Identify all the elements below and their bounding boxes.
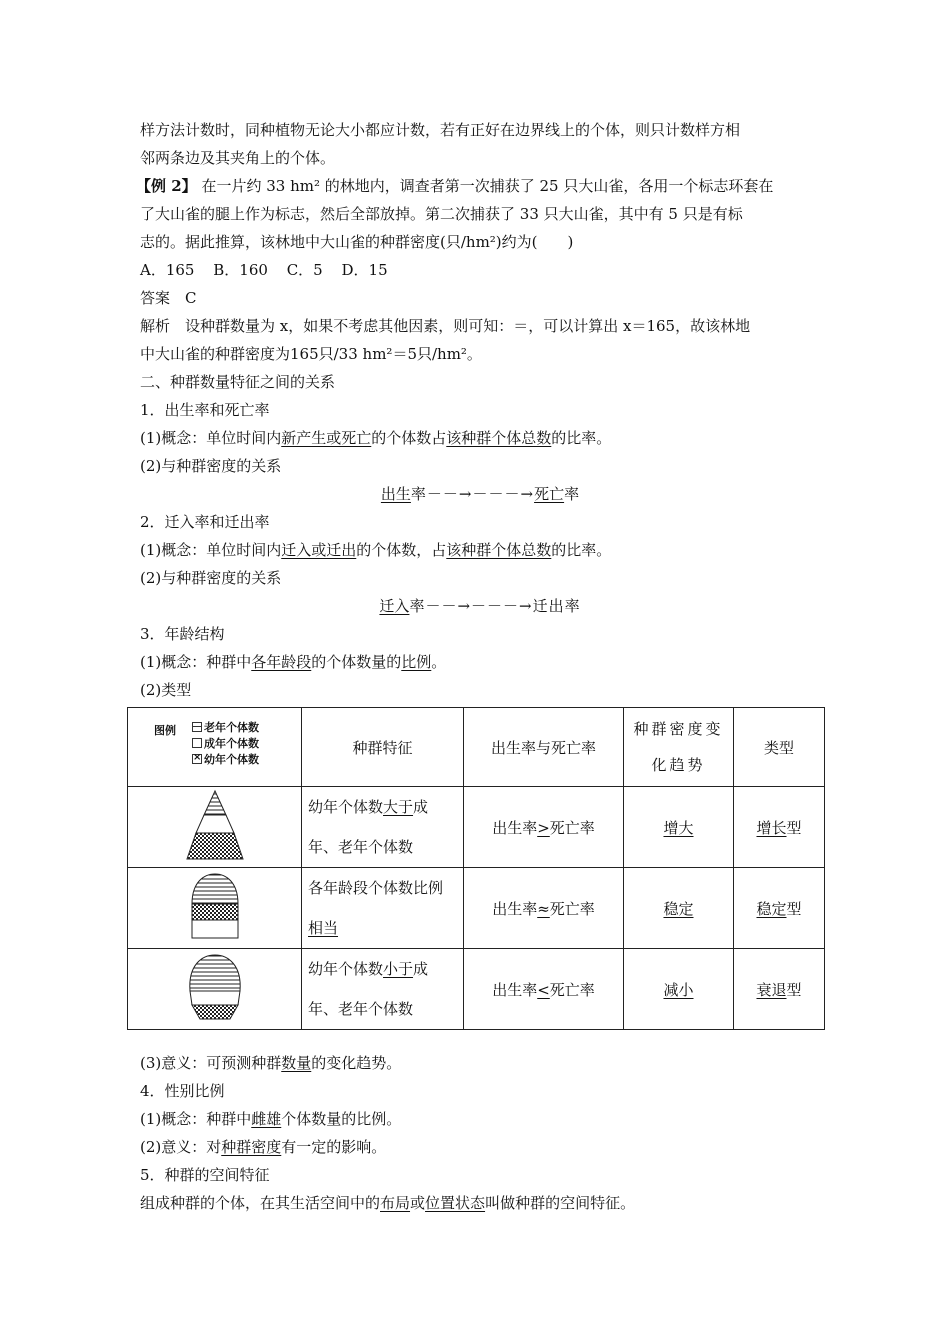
example-line-3: 志的。据此推算，该林地中大山雀的种群密度(只/hm²)约为( ): [140, 233, 574, 251]
s5-text: [140, 1189, 820, 1217]
legend-label: 图例: [154, 724, 176, 737]
empty-box-icon: [192, 738, 202, 748]
document-body: [136, 116, 820, 704]
hatched-box-icon: [192, 722, 202, 732]
declining-pyramid-icon: [180, 951, 250, 1023]
blank-answer: 迁入: [379, 597, 410, 615]
s4-concept: [140, 1105, 820, 1133]
s4-meaning: [140, 1133, 820, 1161]
table-header-row: [128, 708, 825, 787]
pyramid-cell: [128, 949, 302, 1030]
document-body-lower: [140, 1049, 820, 1217]
s2-relation: (2)与种群密度的关系: [140, 569, 282, 587]
blank-answer: 比例: [401, 653, 432, 671]
option-a: A．165: [140, 261, 195, 279]
text: 组成种群的个体，在其生活空间中的: [140, 1194, 381, 1212]
blank-answer: <: [537, 980, 550, 999]
text: 出生率: [492, 899, 538, 918]
example-options: [140, 256, 820, 284]
s2-concept: [140, 536, 820, 564]
rates-cell: [464, 949, 624, 1030]
text: 个体数量的比例。: [281, 1110, 402, 1128]
type-cell: [734, 868, 825, 949]
text: 的个体数量的: [311, 653, 402, 671]
header-feature: 种群特征: [302, 708, 464, 787]
legend: [128, 708, 301, 786]
option-b: B．160: [213, 261, 268, 279]
s3-concept: [140, 648, 820, 676]
blank-answer: 稳定: [756, 899, 787, 918]
blank-answer: 大于: [383, 798, 414, 816]
blank-answer: 相当: [308, 919, 339, 937]
trend-cell: [624, 787, 734, 868]
feature-cell: [302, 787, 464, 868]
text: 死亡率: [549, 980, 595, 999]
s1-title: 1．出生率和死亡率: [140, 401, 270, 419]
text: 幼年个体数: [308, 960, 384, 978]
s1-relation: (2)与种群密度的关系: [140, 457, 282, 475]
trend-cell: [624, 949, 734, 1030]
text: (3)意义：可预测种群: [140, 1054, 282, 1072]
intro-line-2: 邻两条边及其夹角上的个体。: [140, 149, 336, 167]
growth-pyramid-icon: [180, 789, 250, 861]
blank-answer: 增大: [663, 818, 694, 837]
text: 率: [564, 485, 580, 503]
s3-meaning: [140, 1049, 820, 1077]
text: 有一定的影响。: [281, 1138, 387, 1156]
rates-cell: [464, 787, 624, 868]
feature-cell: [302, 868, 464, 949]
text: 的变化趋势。: [311, 1054, 402, 1072]
legend-item: 老年个体数: [204, 721, 259, 734]
blank-answer: 死亡: [534, 485, 565, 503]
legend-item: 成年个体数: [204, 737, 259, 750]
type-cell: [734, 949, 825, 1030]
s2-flow: [140, 592, 820, 620]
text: 的个体数，占: [356, 541, 447, 559]
text: 出生率: [492, 818, 538, 837]
text: 各年龄段个体数比例: [308, 879, 444, 897]
blank-answer: 出生: [380, 485, 411, 503]
feature-cell: [302, 949, 464, 1030]
legend-items: [192, 720, 259, 768]
blank-answer: 雌雄: [251, 1110, 282, 1128]
blank-answer: 新产生或死亡: [281, 429, 372, 447]
blank-answer: 增长: [756, 818, 787, 837]
text: 成年、老年个体数: [308, 960, 429, 1018]
table-row: [128, 787, 825, 868]
flow-arrow: 率－－→－－－→: [410, 485, 535, 503]
example-line-1: [136, 172, 820, 200]
text: 型: [786, 818, 802, 837]
example-text-1: 在一片约 33 hm² 的林地内，调查者第一次捕获了 25 只大山雀，各用一个标志环套在: [201, 177, 774, 195]
trend-cell: [624, 868, 734, 949]
blank-answer: 稳定: [663, 899, 694, 918]
blank-answer: ≈: [537, 899, 550, 918]
text: (1)概念：种群中: [140, 653, 252, 671]
blank-answer: >: [537, 818, 550, 837]
example-line-2: 了大山雀的腿上作为标志，然后全部放掉。第二次捕获了 33 只大山雀，其中有 5 只是有标: [140, 205, 743, 223]
stable-pyramid-icon: [180, 870, 250, 942]
text: (2)意义：对: [140, 1138, 222, 1156]
text: 成年、老年个体数: [308, 798, 429, 856]
s2-title: 2．迁入率和迁出率: [140, 513, 270, 531]
header-trend-text: 种群密度变化趋势: [633, 720, 724, 774]
blank-answer: 布局: [380, 1194, 411, 1212]
flow-arrow: 率－－→－－－→迁出率: [409, 597, 581, 615]
example-tag: 【例 2】: [136, 177, 197, 195]
text: (1)概念：种群中: [140, 1110, 252, 1128]
text: 叫做种群的空间特征。: [485, 1194, 636, 1212]
option-c: C．5: [286, 261, 323, 279]
header-rates: 出生率与死亡率: [464, 708, 624, 787]
option-d: D．15: [341, 261, 388, 279]
blank-answer: 减小: [663, 980, 694, 999]
table-row: [128, 949, 825, 1030]
text: (1)概念：单位时间内: [140, 429, 282, 447]
text: 或: [410, 1194, 426, 1212]
legend-item: 幼年个体数: [204, 753, 259, 766]
age-structure-table: [127, 707, 825, 1030]
blank-answer: 各年龄段: [251, 653, 312, 671]
text: 。: [431, 653, 447, 671]
text: 死亡率: [549, 818, 595, 837]
s5-title: 5．种群的空间特征: [140, 1166, 270, 1184]
section-2-title: 二、种群数量特征之间的关系: [140, 373, 336, 391]
text: 死亡率: [549, 899, 595, 918]
type-cell: [734, 787, 825, 868]
text: 出生率: [492, 980, 538, 999]
table-row: [128, 868, 825, 949]
blank-answer: 衰退: [756, 980, 787, 999]
blank-answer: 种群密度: [221, 1138, 282, 1156]
s3-title: 3．年龄结构: [140, 625, 225, 643]
s4-title: 4．性别比例: [140, 1082, 225, 1100]
text: 型: [786, 980, 802, 999]
cross-box-icon: [192, 754, 202, 764]
blank-answer: 小于: [383, 960, 414, 978]
pyramid-cell: [128, 787, 302, 868]
blank-answer: 位置状态: [425, 1194, 486, 1212]
intro-line-1: 样方法计数时，同种植物无论大小都应计数，若有正好在边界线上的个体，则只计数样方相: [140, 121, 741, 139]
header-type: 类型: [734, 708, 825, 787]
blank-answer: 该种群个体总数: [446, 429, 552, 447]
rates-cell: [464, 868, 624, 949]
blank-answer: 迁入或迁出: [281, 541, 357, 559]
pyramid-cell: [128, 868, 302, 949]
analysis-line-2: 中大山雀的种群密度为165只/33 hm²＝5只/hm²。: [140, 345, 482, 363]
text: 的比率。: [551, 541, 612, 559]
analysis-line-1: 解析 设种群数量为 x，如果不考虑其他因素，则可知：＝，可以计算出 x＝165，故该林地: [140, 317, 751, 335]
legend-cell: [128, 708, 302, 787]
example-answer: 答案 C: [140, 289, 197, 307]
s3-types: (2)类型: [140, 681, 192, 699]
blank-answer: 数量: [281, 1054, 312, 1072]
text: (1)概念：单位时间内: [140, 541, 282, 559]
text: 的个体数占: [371, 429, 447, 447]
text: 的比率。: [551, 429, 612, 447]
text: 型: [786, 899, 802, 918]
text: 幼年个体数: [308, 798, 384, 816]
header-trend: [624, 708, 734, 787]
s1-concept: [140, 424, 820, 452]
blank-answer: 该种群个体总数: [446, 541, 552, 559]
s1-flow: [140, 480, 820, 508]
